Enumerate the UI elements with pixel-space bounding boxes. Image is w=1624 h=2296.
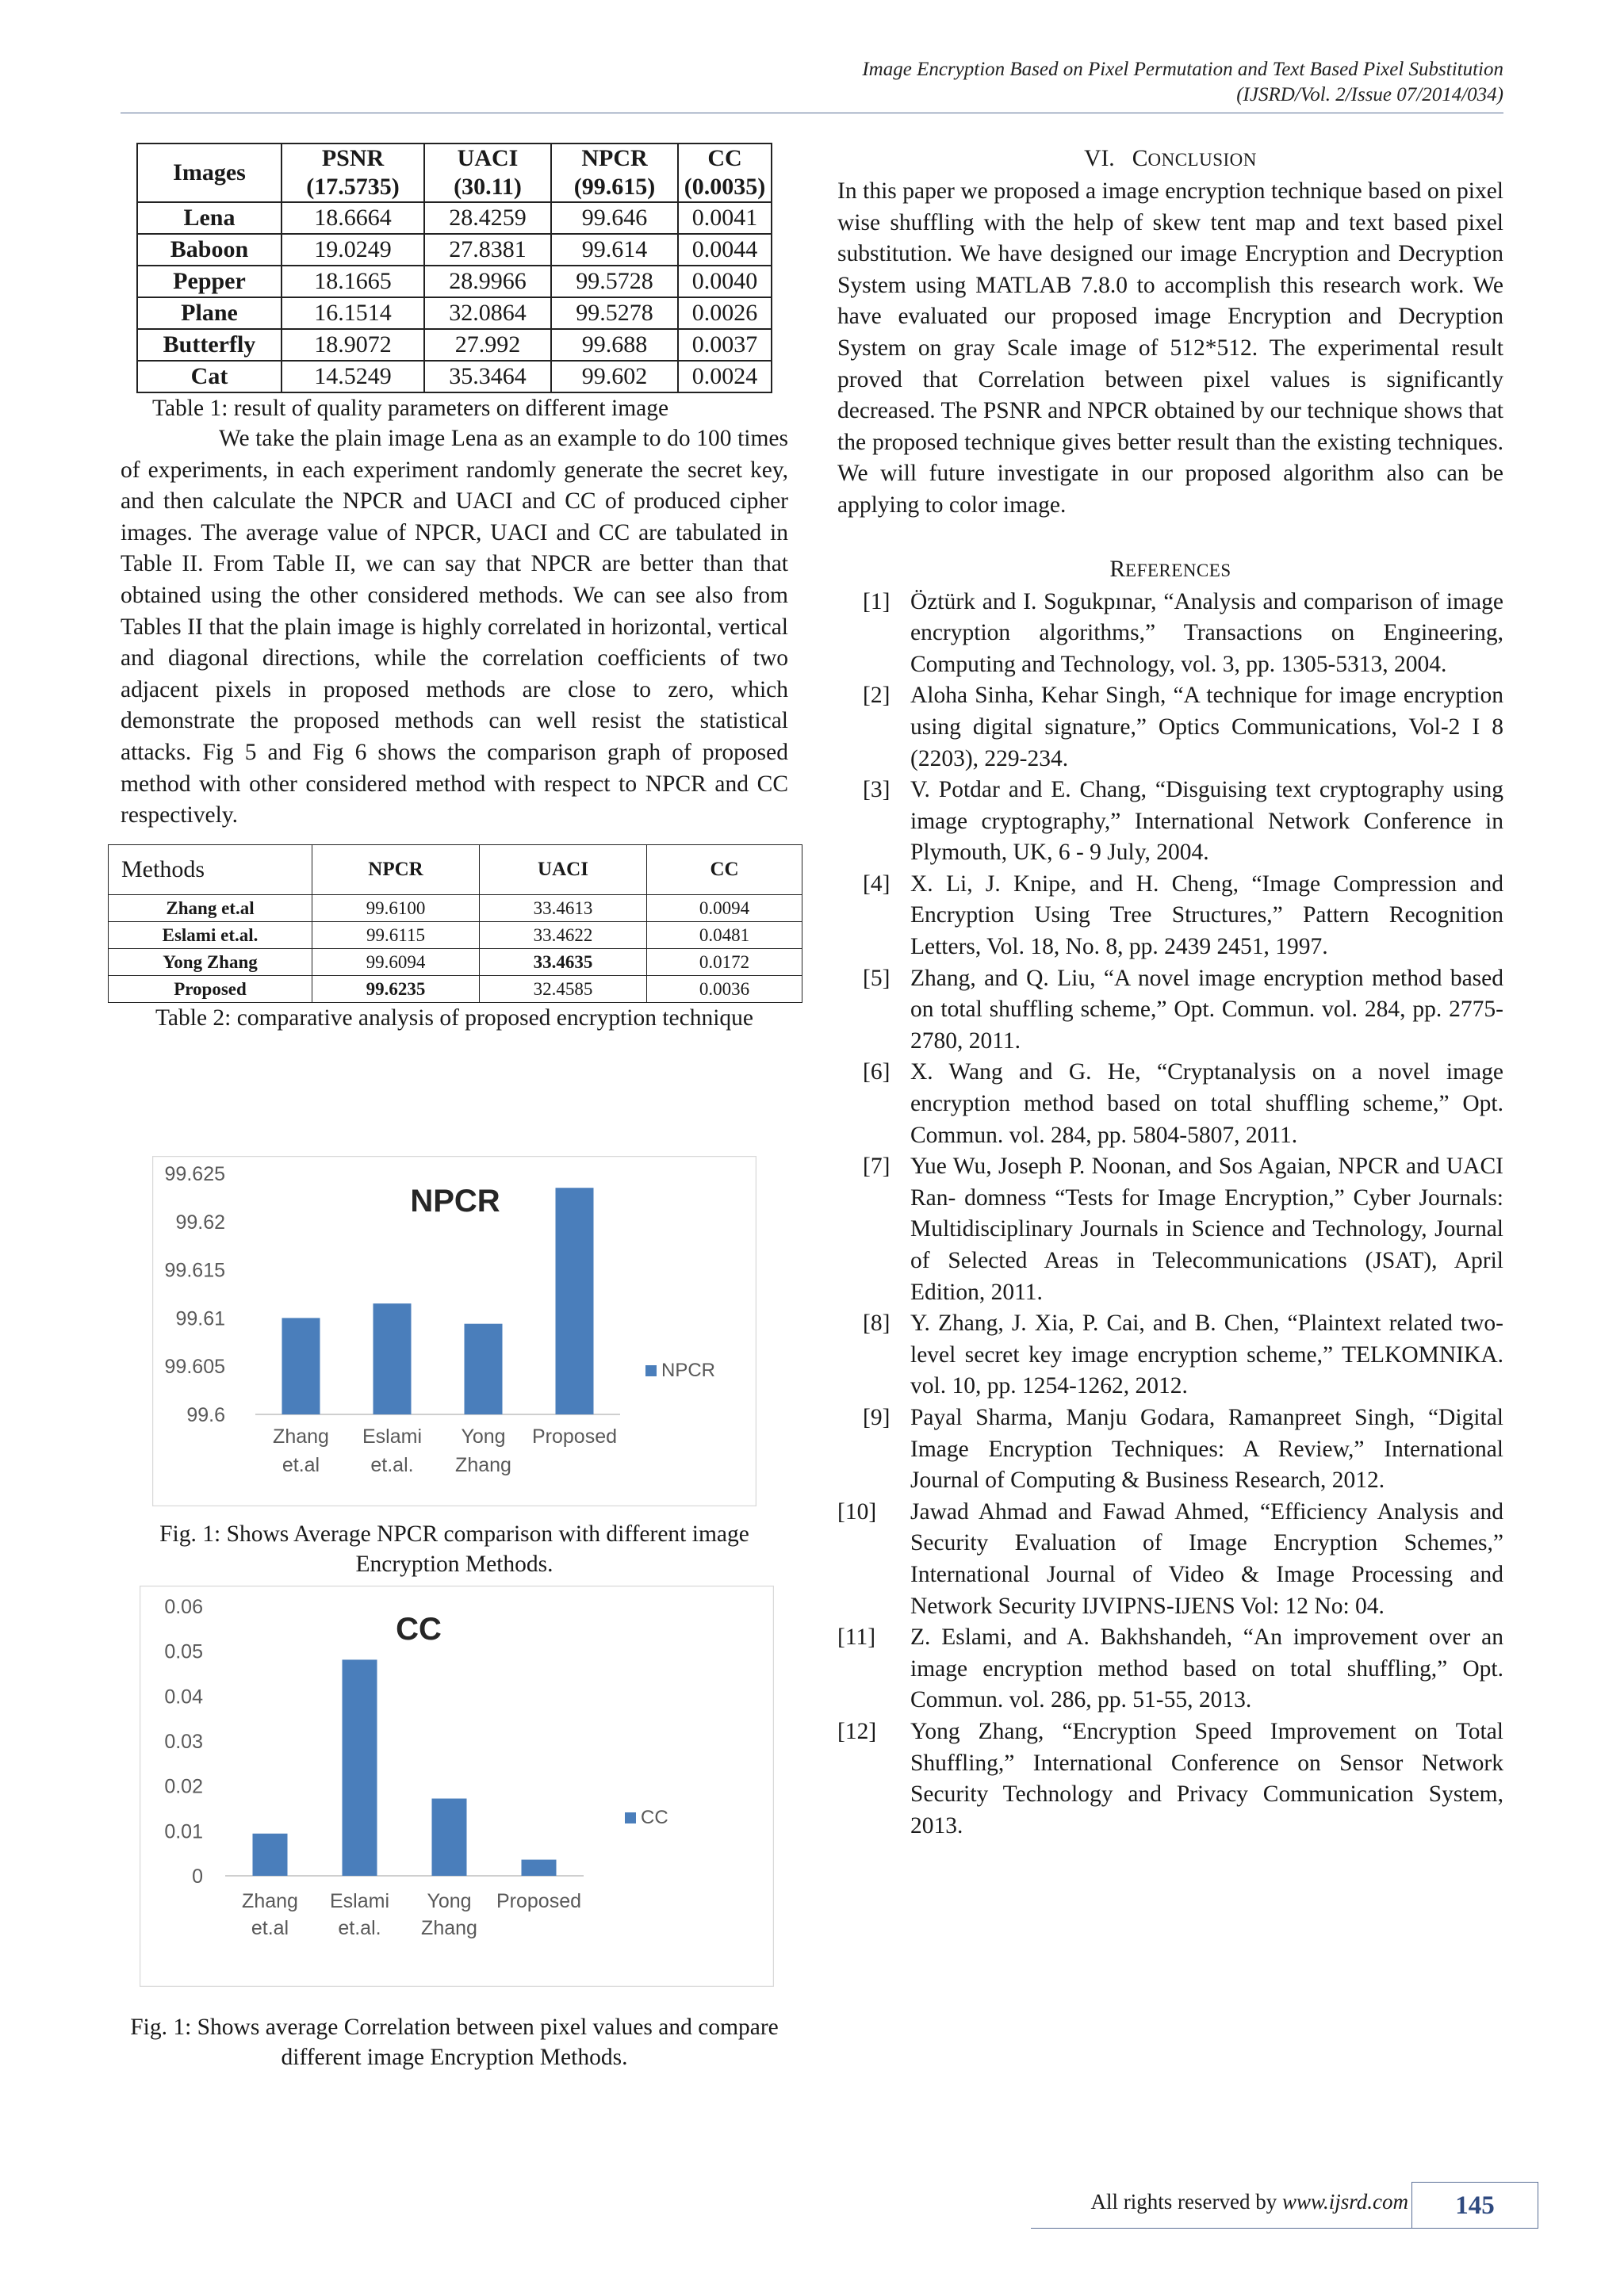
references-heading bbox=[837, 553, 1503, 587]
reference-number: [2] bbox=[863, 683, 891, 709]
t1-cell: 99.688 bbox=[551, 329, 678, 361]
reference-item bbox=[837, 680, 1503, 775]
reference-text: Jawad Ahmad and Fawad Ahmed, “Efficiency Analysis and Security Evaluation of Image Encryption Schemes,” International Journal of Video & Image Processing and Network Security IJVIPNS-IJENS Vol: 12 No: 04. bbox=[910, 1498, 1503, 1619]
reference-item bbox=[837, 1151, 1503, 1308]
reference-item bbox=[837, 587, 1503, 681]
npcr-chart-legend-swatch bbox=[645, 1365, 657, 1376]
reference-text: Yong Zhang, “Encryption Speed Improvement on Total Shuffling,” International Conference on Sensor Network Security Technology and Privacy Communication System, 2013. bbox=[910, 1718, 1503, 1839]
t2-col-methods: Methods bbox=[109, 844, 312, 894]
reference-item bbox=[837, 1057, 1503, 1151]
t2-cell: 0.0094 bbox=[647, 894, 802, 921]
reference-text: Payal Sharma, Manju Godara, Ramanpreet Singh, “Digital Image Encryption Techniques: A Review,” International Journal of Computing & Business Research, 2012. bbox=[910, 1404, 1503, 1494]
cc-chart-y-tick-label: 0.04 bbox=[164, 1686, 203, 1709]
reference-text: V. Potdar and E. Chang, “Disguising text cryptography using image cryptography,” International Network Conference in Plymouth, UK, 6 - 9 July, 2004. bbox=[910, 777, 1503, 866]
t1-cell: 99.5278 bbox=[551, 297, 678, 329]
cc-chart-x-tick-label: et.al bbox=[251, 1917, 289, 1939]
references-title-initial: R bbox=[1109, 556, 1126, 582]
npcr-chart-bar bbox=[556, 1188, 594, 1414]
t2-cell: 33.4622 bbox=[480, 921, 647, 948]
table-row bbox=[137, 297, 772, 329]
t1-npcr-label: NPCR bbox=[581, 145, 648, 171]
t1-uaci-ref: (30.11) bbox=[454, 174, 522, 200]
reference-text: Zhang, and Q. Liu, “A novel image encryption method based on total shuffling scheme,” Opt. Commun. vol. 284, pp. 2775-2780, 2011. bbox=[910, 965, 1503, 1054]
cc-chart-bar bbox=[253, 1834, 288, 1876]
t1-cell: 99.5728 bbox=[551, 266, 678, 297]
t1-cell: Pepper bbox=[137, 266, 282, 297]
table-row bbox=[109, 894, 802, 921]
npcr-chart-y-tick-label: 99.61 bbox=[175, 1307, 225, 1330]
t1-col-uaci bbox=[424, 144, 551, 202]
t1-col-cc bbox=[678, 144, 772, 202]
t1-psnr-label: PSNR bbox=[321, 145, 385, 171]
cc-chart-title: CC bbox=[396, 1612, 442, 1647]
t1-cell: 18.1665 bbox=[282, 266, 424, 297]
t2-cell: Yong Zhang bbox=[109, 948, 312, 975]
table-row bbox=[109, 921, 802, 948]
cc-chart-x-tick-label: Proposed bbox=[496, 1890, 582, 1912]
footer-rights-text: All rights reserved by bbox=[1090, 2190, 1277, 2214]
t2-cell: 99.6115 bbox=[312, 921, 480, 948]
t1-col-images: Images bbox=[137, 144, 282, 202]
reference-list bbox=[837, 587, 1503, 1843]
npcr-chart-y-tick-label: 99.605 bbox=[164, 1356, 225, 1379]
conclusion-title-rest: ONCLUSION bbox=[1147, 150, 1257, 170]
reference-text: Öztürk and I. Sogukpınar, “Analysis and comparison of image encryption algorithms,” Transactions on Engineering, Computing and Technology, vol. 3, pp. 1305-5313, 2004. bbox=[910, 588, 1503, 677]
t1-cell: Cat bbox=[137, 361, 282, 392]
header-volume: (IJSRD/Vol. 2/Issue 07/2014/034) bbox=[1236, 84, 1503, 105]
table-2-header-row bbox=[109, 844, 802, 894]
reference-number: [3] bbox=[863, 777, 891, 803]
npcr-bar-chart bbox=[152, 1156, 756, 1506]
footer-rule bbox=[1031, 2228, 1538, 2229]
t2-cell: 32.4585 bbox=[480, 975, 647, 1002]
table-2 bbox=[108, 844, 802, 1003]
conclusion-number: VI. bbox=[1084, 146, 1115, 171]
t2-cell: 33.4635 bbox=[480, 948, 647, 975]
reference-number: [4] bbox=[863, 871, 891, 897]
header-title: Image Encryption Based on Pixel Permutation and Text Based Pixel Substitution bbox=[862, 59, 1503, 80]
t1-cell: 27.8381 bbox=[424, 234, 551, 266]
cc-chart-x-tick-label: Yong bbox=[427, 1890, 472, 1912]
npcr-chart-title: NPCR bbox=[410, 1184, 500, 1219]
reference-text: Z. Eslami, and A. Bakhshandeh, “An improvement over an image encryption method based on total shuffling,” Opt. Commun. vol. 286, pp. 51-55, 2013. bbox=[910, 1624, 1503, 1713]
t1-cell: 27.992 bbox=[424, 329, 551, 361]
t1-uaci-label: UACI bbox=[457, 145, 519, 171]
cc-chart-x-tick-label: et.al. bbox=[338, 1917, 381, 1939]
cc-chart-y-tick-label: 0 bbox=[192, 1866, 203, 1888]
t1-cell: 0.0040 bbox=[678, 266, 772, 297]
reference-text: Yue Wu, Joseph P. Noonan, and Sos Agaian, NPCR and UACI Ran- domness “Tests for Image Encryption,” Cyber Journals: Multidisciplinary Journals in Science and Technology, Journal of Selected Areas in Telecommunications (JSAT), April Edition, 2011. bbox=[910, 1154, 1503, 1305]
t2-cell: 99.6094 bbox=[312, 948, 480, 975]
npcr-chart-x-tick-label: Yong bbox=[461, 1425, 506, 1448]
npcr-chart-x-tick-label: et.al. bbox=[370, 1454, 414, 1476]
npcr-chart-y-tick-label: 99.625 bbox=[164, 1163, 225, 1185]
npcr-chart-x-tick-label: Proposed bbox=[531, 1425, 618, 1448]
t2-cell: 33.4613 bbox=[480, 894, 647, 921]
t1-cell: Baboon bbox=[137, 234, 282, 266]
reference-number: [7] bbox=[863, 1154, 891, 1180]
cc-chart-bar bbox=[432, 1799, 467, 1876]
cc-chart-legend-label: CC bbox=[641, 1807, 668, 1828]
npcr-chart-y-tick-label: 99.615 bbox=[164, 1259, 225, 1282]
conclusion-title-initial: C bbox=[1132, 146, 1148, 171]
footer-site-link[interactable]: www.ijsrd.com bbox=[1281, 2190, 1408, 2214]
table-row bbox=[137, 202, 772, 234]
t1-cell: 99.614 bbox=[551, 234, 678, 266]
reference-item bbox=[837, 1402, 1503, 1497]
npcr-chart-x-tick-label: Eslami bbox=[362, 1425, 423, 1448]
reference-item bbox=[837, 1497, 1503, 1622]
t1-psnr-ref: (17.5735) bbox=[306, 174, 400, 200]
table-row bbox=[109, 948, 802, 975]
t2-col-uaci: UACI bbox=[480, 844, 647, 894]
cc-chart-x-tick-label: Eslami bbox=[329, 1890, 390, 1912]
cc-chart-bar bbox=[343, 1659, 377, 1876]
npcr-chart-bar bbox=[373, 1303, 412, 1414]
t1-cell: 99.602 bbox=[551, 361, 678, 392]
t1-cell: Plane bbox=[137, 297, 282, 329]
cc-chart-y-tick-label: 0.02 bbox=[164, 1775, 203, 1798]
left-column bbox=[121, 143, 788, 1033]
t2-col-npcr: NPCR bbox=[312, 844, 480, 894]
t1-cell: 28.4259 bbox=[424, 202, 551, 234]
t2-cell: Eslami et.al. bbox=[109, 921, 312, 948]
reference-number: [6] bbox=[863, 1059, 891, 1085]
figure-2-caption: Fig. 1: Shows average Correlation between pixel values and compare different image Encryption Methods. bbox=[130, 2015, 779, 2070]
body-paragraph: We take the plain image Lena as an example to do 100 times of experiments, in each experiment randomly generate the secret key, and then calculate the NPCR and UACI and CC of produced cipher images. The average value of NPCR, UACI and CC are tabulated in Table II. From Table II, we can say that NPCR are better than that obtained using the other considered methods. We can see also from Tables II that the plain image is highly correlated in horizontal, vertical and diagonal directions, while the correlation coefficients of two adjacent pixels in proposed methods are close to zero, which demonstrate the proposed methods can well resist the statistical attacks. Fig 5 and Fig 6 shows the comparison graph of proposed method with other considered method with respect to NPCR and CC respectively. bbox=[121, 426, 788, 828]
reference-item bbox=[837, 1716, 1503, 1842]
cc-chart-y-tick-label: 0.05 bbox=[164, 1640, 203, 1663]
t2-cell: 99.6235 bbox=[312, 975, 480, 1002]
reference-number: [1] bbox=[863, 588, 891, 614]
reference-text: Aloha Sinha, Kehar Singh, “A technique for image encryption using digital signature,” Optics Communications, Vol-2 I 8 (2203), 229-234. bbox=[910, 683, 1503, 771]
reference-text: Y. Zhang, J. Xia, P. Cai, and B. Chen, “Plaintext related two-level secret key image encryption scheme,” TELKOMNIKA. vol. 10, pp. 1254-1262, 2012. bbox=[910, 1311, 1503, 1399]
t1-cell: 35.3464 bbox=[424, 361, 551, 392]
t1-col-psnr bbox=[282, 144, 424, 202]
table-1-header-row bbox=[137, 144, 772, 202]
t1-cell: 0.0024 bbox=[678, 361, 772, 392]
cc-chart-y-tick-label: 0.06 bbox=[164, 1596, 203, 1618]
npcr-chart-y-tick-label: 99.6 bbox=[186, 1404, 225, 1426]
cc-chart-y-tick-label: 0.01 bbox=[164, 1820, 203, 1843]
table-row bbox=[137, 361, 772, 392]
reference-item bbox=[837, 869, 1503, 963]
footer-rights bbox=[1091, 2190, 1408, 2214]
cc-chart-x-tick-label: Zhang bbox=[421, 1917, 477, 1939]
table-row bbox=[137, 234, 772, 266]
table-row bbox=[109, 975, 802, 1002]
t1-cell: 14.5249 bbox=[282, 361, 424, 392]
reference-text: X. Li, J. Knipe, and H. Cheng, “Image Compression and Encryption Using Tree Structures,” Pattern Recognition Letters, Vol. 18, No. 8, pp. 2439 2451, 1997. bbox=[910, 871, 1503, 960]
page-number: 145 bbox=[1411, 2182, 1538, 2229]
t2-cell: 0.0172 bbox=[647, 948, 802, 975]
running-header bbox=[862, 57, 1503, 108]
npcr-chart-x-tick-label: Zhang bbox=[273, 1425, 329, 1448]
table-row bbox=[137, 329, 772, 361]
reference-item bbox=[837, 963, 1503, 1058]
figure-1-caption: Fig. 1: Shows Average NPCR comparison with different image Encryption Methods. bbox=[159, 1521, 749, 1577]
t2-cell: Zhang et.al bbox=[109, 894, 312, 921]
t1-cell: 28.9966 bbox=[424, 266, 551, 297]
reference-text: X. Wang and G. He, “Cryptanalysis on a novel image encryption method based on total shuffling scheme,” Opt. Commun. vol. 284, pp. 5804-5807, 2011. bbox=[910, 1059, 1503, 1148]
t1-cell: 0.0041 bbox=[678, 202, 772, 234]
t1-cell: 32.0864 bbox=[424, 297, 551, 329]
cc-chart-legend-swatch bbox=[625, 1812, 636, 1823]
t2-cell: 0.0481 bbox=[647, 921, 802, 948]
reference-number: [12] bbox=[837, 1718, 877, 1744]
table-1 bbox=[136, 143, 772, 393]
t1-cell: 0.0044 bbox=[678, 234, 772, 266]
cc-chart-x-tick-label: Zhang bbox=[242, 1890, 298, 1912]
t1-cell: 19.0249 bbox=[282, 234, 424, 266]
cc-chart-bar bbox=[522, 1860, 557, 1876]
reference-item bbox=[837, 775, 1503, 869]
t2-col-cc: CC bbox=[647, 844, 802, 894]
reference-item bbox=[837, 1308, 1503, 1402]
t1-cell: 18.6664 bbox=[282, 202, 424, 234]
npcr-chart-y-tick-label: 99.62 bbox=[175, 1211, 225, 1234]
t1-cc-ref: (0.0035) bbox=[684, 174, 766, 200]
t1-cell: 18.9072 bbox=[282, 329, 424, 361]
reference-number: [5] bbox=[863, 965, 891, 991]
conclusion-text: In this paper we proposed a image encryption technique based on pixel wise shuffling with the help of skew tent map and text based pixel substitution. We have designed our image Encryption and Decryption System using MATLAB 7.8.0 to accomplish this research work. We have evaluated our proposed image Encryption and Decryption System on gray Scale image of 512*512. The experimental result proved that Correlation between pixel values is significantly decreased. The PSNR and NPCR obtained by our technique shows that the proposed technique gives better result than the existing techniques. We will future investigate in our proposed algorithm also can be applying to color image. bbox=[837, 178, 1503, 518]
references-title-rest: EFERENCES bbox=[1125, 560, 1231, 580]
t1-cc-label: CC bbox=[707, 145, 742, 171]
t1-npcr-ref: (99.615) bbox=[573, 174, 656, 200]
t1-cell: 0.0026 bbox=[678, 297, 772, 329]
npcr-chart-bar bbox=[465, 1324, 503, 1414]
t1-cell: Lena bbox=[137, 202, 282, 234]
npcr-chart-x-tick-label: et.al bbox=[282, 1454, 320, 1476]
reference-number: [8] bbox=[863, 1311, 891, 1337]
right-column bbox=[837, 143, 1503, 1842]
t2-cell: Proposed bbox=[109, 975, 312, 1002]
npcr-chart-legend-label: NPCR bbox=[661, 1360, 716, 1381]
t2-cell: 99.6100 bbox=[312, 894, 480, 921]
reference-number: [11] bbox=[837, 1624, 876, 1651]
cc-bar-chart bbox=[140, 1586, 774, 1987]
t2-cell: 0.0036 bbox=[647, 975, 802, 1002]
t1-col-npcr bbox=[551, 144, 678, 202]
table-2-caption: Table 2: comparative analysis of proposed encryption technique bbox=[155, 1004, 754, 1031]
reference-item bbox=[837, 1622, 1503, 1716]
cc-chart-y-tick-label: 0.03 bbox=[164, 1731, 203, 1753]
conclusion-heading bbox=[837, 143, 1503, 176]
t1-cell: Butterfly bbox=[137, 329, 282, 361]
table-row bbox=[137, 266, 772, 297]
t1-cell: 0.0037 bbox=[678, 329, 772, 361]
npcr-chart-bar bbox=[282, 1318, 320, 1414]
reference-number: [10] bbox=[837, 1498, 877, 1525]
t1-cell: 99.646 bbox=[551, 202, 678, 234]
reference-number: [9] bbox=[863, 1404, 891, 1430]
npcr-chart-x-tick-label: Zhang bbox=[455, 1454, 511, 1476]
t1-cell: 16.1514 bbox=[282, 297, 424, 329]
table-1-caption: Table 1: result of quality parameters on different image bbox=[152, 396, 669, 421]
